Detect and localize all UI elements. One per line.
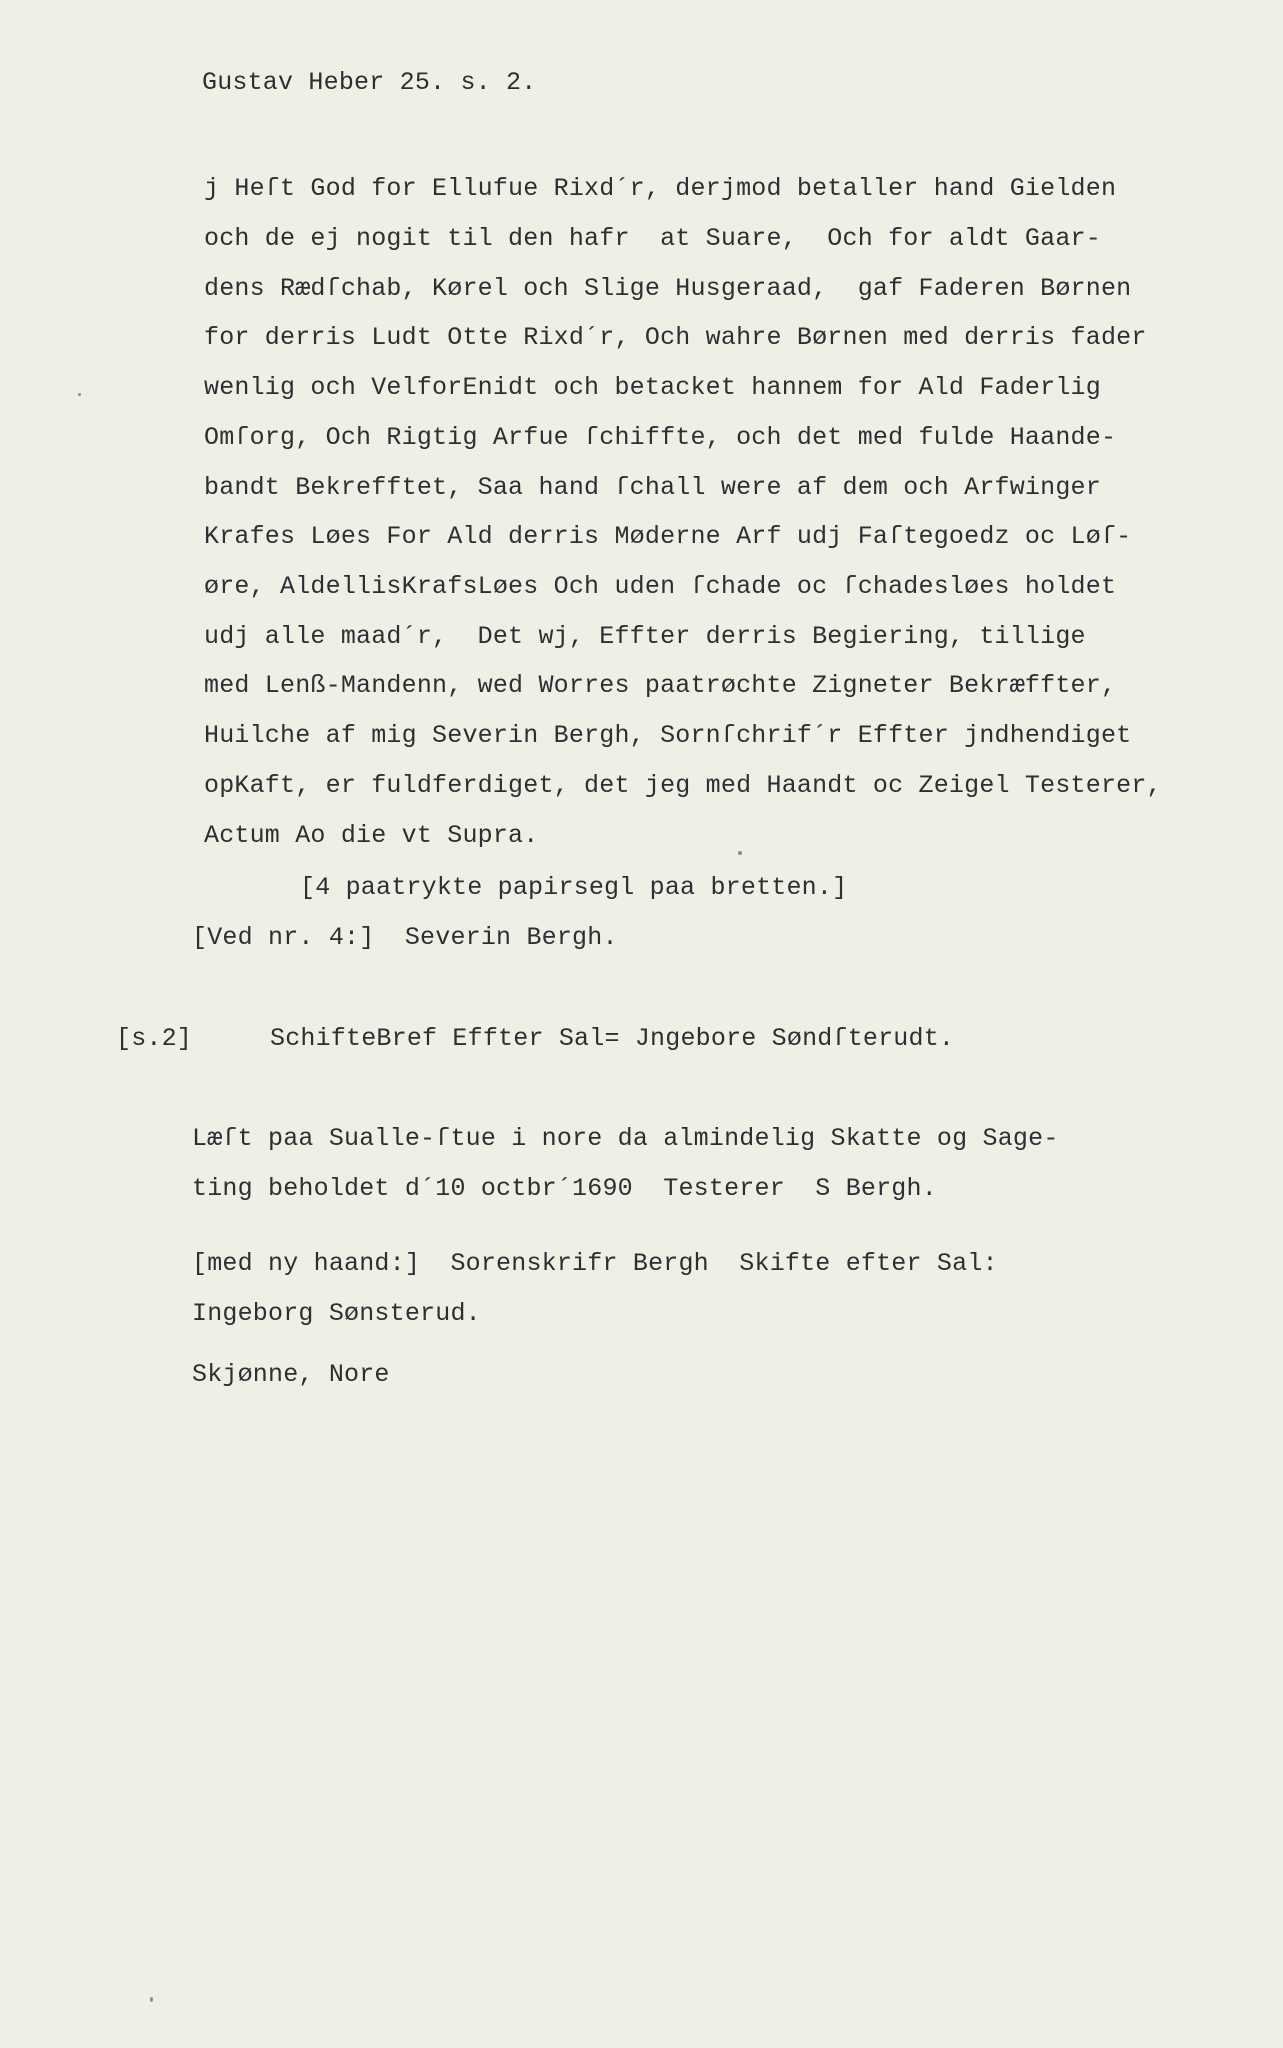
new-hand-line: Ingeborg Sønsterud. [192, 1299, 481, 1328]
document-reference: Gustav Heber 25. s. 2. [202, 68, 537, 97]
body-line: dens Rædſchab, Kørel och Slige Husgeraad, gaf Faderen Børnen [204, 274, 1132, 303]
paper-speck [150, 1997, 153, 2002]
paper-speck [738, 851, 742, 855]
body-line: opKaft, er fuldferdiget, det jeg med Haandt oc Zeigel Testerer, [204, 771, 1162, 800]
new-hand-line: [med ny haand:] Sorenskrifr Bergh Skifte efter Sal: [192, 1249, 998, 1278]
body-line: Actum Ao die vt Supra. [204, 821, 539, 850]
body-line: j Heſt God for Ellufue Rixd´r, derjmod betaller hand Gielden [204, 174, 1117, 203]
body-line: øre, AldellisKrafsLøes Och uden ſchade oc ſchadesløes holdet [204, 572, 1117, 601]
body-line: Omſorg, Och Rigtig Arfue ſchiffte, och det med fulde Haande- [204, 423, 1117, 452]
section-title: SchifteBref Effter Sal= Jngebore Søndſterudt. [270, 1024, 955, 1053]
paper-speck [78, 393, 81, 396]
body-line: och de ej nogit til den hafr at Suare, Och for aldt Gaar- [204, 224, 1101, 253]
body-line: udj alle maad´r, Det wj, Effter derris Begiering, tillige [204, 622, 1086, 651]
body-line: wenlig och VelforEnidt och betacket hannem for Ald Faderlig [204, 373, 1101, 402]
body-line: med Lenß-Mandenn, wed Worres paatrøchte Zigneter Bekræffter, [204, 671, 1117, 700]
note-line: ting beholdet d´10 octbr´1690 Testerer S Bergh. [192, 1174, 937, 1203]
signature-line: [Ved nr. 4:] Severin Bergh. [192, 923, 618, 952]
body-line: for derris Ludt Otte Rixd´r, Och wahre Børnen med derris fader [204, 323, 1147, 352]
note-line: Læſt paa Sualle-ſtue i nore da almindelig Skatte og Sage- [192, 1124, 1059, 1153]
body-line: bandt Bekrefftet, Saa hand ſchall were af dem och Arfwinger [204, 473, 1101, 502]
body-line: Krafes Løes For Ald derris Møderne Arf udj Faſtegoedz oc Løſ- [204, 522, 1132, 551]
seal-note: [4 paatrykte papirsegl paa bretten.] [300, 873, 848, 902]
section-marker: [s.2] [116, 1024, 193, 1053]
place-line: Skjønne, Nore [192, 1360, 390, 1389]
body-line: Huilche af mig Severin Bergh, Sornſchrif´r Effter jndhendiget [204, 721, 1132, 750]
